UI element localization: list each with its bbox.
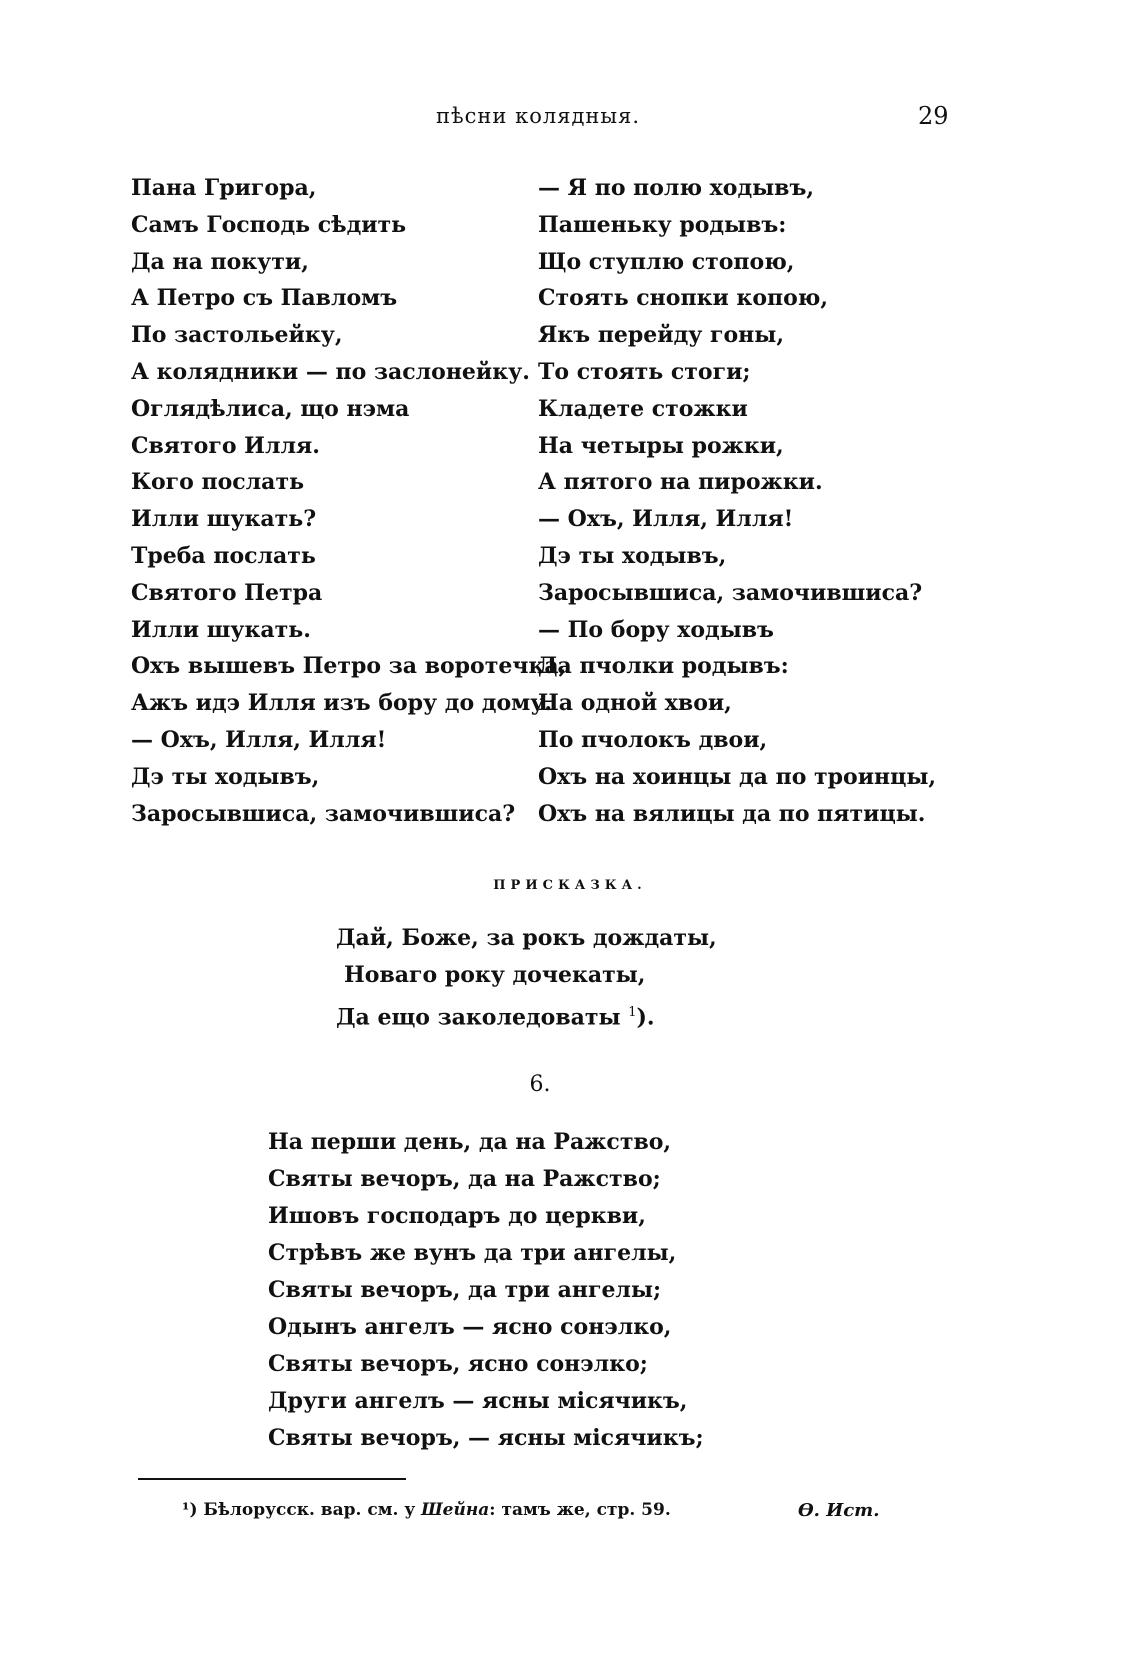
verse-line: По пчолокъ двои, bbox=[538, 726, 768, 753]
footnote-text: Бѣлорусск. вар. см. у bbox=[203, 1500, 416, 1520]
page-header bbox=[0, 104, 1140, 140]
verse-line: Илли шукать? bbox=[131, 506, 317, 533]
verse-line: Други ангелъ — ясны місячикъ, bbox=[268, 1388, 688, 1414]
verse-line: Святы вечоръ, да три ангелы; bbox=[268, 1277, 662, 1303]
prykazka-verse bbox=[336, 920, 717, 1036]
verse-line-closing: ). bbox=[636, 1004, 655, 1031]
verse-line: Ажъ идэ Илля изъ бору до дому. bbox=[131, 690, 552, 717]
verse-line: Заросывшиса, замочившиса? bbox=[131, 800, 516, 827]
verse-line: Да на покути, bbox=[131, 248, 309, 275]
verse-line: Святы вечоръ, — ясны місячикъ; bbox=[268, 1425, 704, 1451]
verse-line: — Я по полю ходывъ, bbox=[538, 175, 814, 201]
verse-line: Пана Григора, bbox=[131, 175, 317, 201]
verse-line: Святы вечоръ, ясно сонэлко; bbox=[268, 1351, 648, 1377]
verse-line: Ишовъ господаръ до церкви, bbox=[268, 1203, 646, 1229]
verse-line: То стоять стоги; bbox=[538, 358, 751, 385]
footnote-text-after: : тамъ же, стр. 59. bbox=[489, 1500, 671, 1520]
verse-line: Да пчолки родывъ: bbox=[538, 653, 789, 680]
verse-line: Святы вечоръ, да на Ражство; bbox=[268, 1166, 661, 1192]
footnote-rule bbox=[138, 1478, 406, 1480]
verse-line: — Охъ, Илля, Илля! bbox=[538, 506, 794, 533]
verse-line: На одной хвои, bbox=[538, 690, 732, 717]
footnote bbox=[182, 1500, 671, 1520]
verse-column-right bbox=[538, 170, 938, 832]
verse-line: Охъ на вялицы да по пятицы. bbox=[538, 800, 926, 827]
verse-line: Що ступлю стопою, bbox=[538, 248, 795, 275]
verse-line: Кого послать bbox=[131, 469, 305, 496]
verse-line bbox=[336, 994, 717, 1036]
verse-line: Кладете стожки bbox=[538, 395, 748, 422]
verse-line: А Петро съ Павломъ bbox=[131, 285, 398, 312]
verse-line: Заросывшиса, замочившиса? bbox=[538, 579, 923, 606]
verse-line: Одынъ ангелъ — ясно сонэлко, bbox=[268, 1314, 672, 1340]
verse-line: Оглядѣлиса, що нэма bbox=[131, 395, 410, 422]
footnote-marker: ¹) bbox=[182, 1500, 198, 1520]
verse-line: Новаго року дочекаты, bbox=[344, 962, 646, 988]
verse-line: — Охъ, Илля, Илля! bbox=[131, 726, 387, 753]
verse-line: Стрѣвъ же вунъ да три ангелы, bbox=[268, 1240, 677, 1266]
verse-line: Илли шукать. bbox=[131, 616, 311, 643]
song-verse bbox=[268, 1124, 704, 1457]
verse-line: Святого Илля. bbox=[131, 432, 320, 459]
section-heading: ПРИСКАЗКА. bbox=[493, 878, 647, 893]
verse-line: — По бору ходывъ bbox=[538, 616, 774, 643]
verse-line: Дэ ты ходывъ, bbox=[538, 542, 727, 569]
verse-line: Дай, Боже, за рокъ дождаты, bbox=[336, 925, 717, 951]
verse-line: На перши день, да на Ражство, bbox=[268, 1129, 672, 1155]
verse-line: На четыры рожки, bbox=[538, 432, 784, 459]
verse-line: Пашеньку родывъ: bbox=[538, 211, 787, 238]
page-number: 29 bbox=[918, 102, 949, 130]
verse-line: А колядники — по заслонейку. bbox=[131, 358, 530, 385]
verse-line: Дэ ты ходывъ, bbox=[131, 763, 320, 790]
verse-line: Треба послать bbox=[131, 542, 316, 569]
footnote-signature: Ѳ. Ист. bbox=[798, 1500, 880, 1521]
verse-line: Святого Петра bbox=[131, 579, 323, 606]
verse-line: Охъ вышевъ Петро за воротечка, bbox=[131, 653, 567, 680]
running-title: пѣсни колядныя. bbox=[436, 104, 641, 128]
song-number: 6. bbox=[529, 1072, 551, 1097]
verse-line: Самъ Господь сѣдить bbox=[131, 211, 407, 238]
verse-column-left bbox=[131, 170, 567, 832]
verse-line: Охъ на хоинцы да по троинцы, bbox=[538, 763, 937, 790]
verse-line: По застольейку, bbox=[131, 322, 343, 349]
verse-line: А пятого на пирожки. bbox=[538, 469, 823, 496]
verse-line-text: Да ещо заколедоваты bbox=[336, 1004, 621, 1031]
footnote-reference: 1 bbox=[628, 1005, 637, 1020]
verse-line: Стоять снопки копою, bbox=[538, 285, 828, 312]
verse-line: Якъ перейду гоны, bbox=[538, 322, 784, 349]
footnote-author: Шейна bbox=[421, 1500, 490, 1520]
